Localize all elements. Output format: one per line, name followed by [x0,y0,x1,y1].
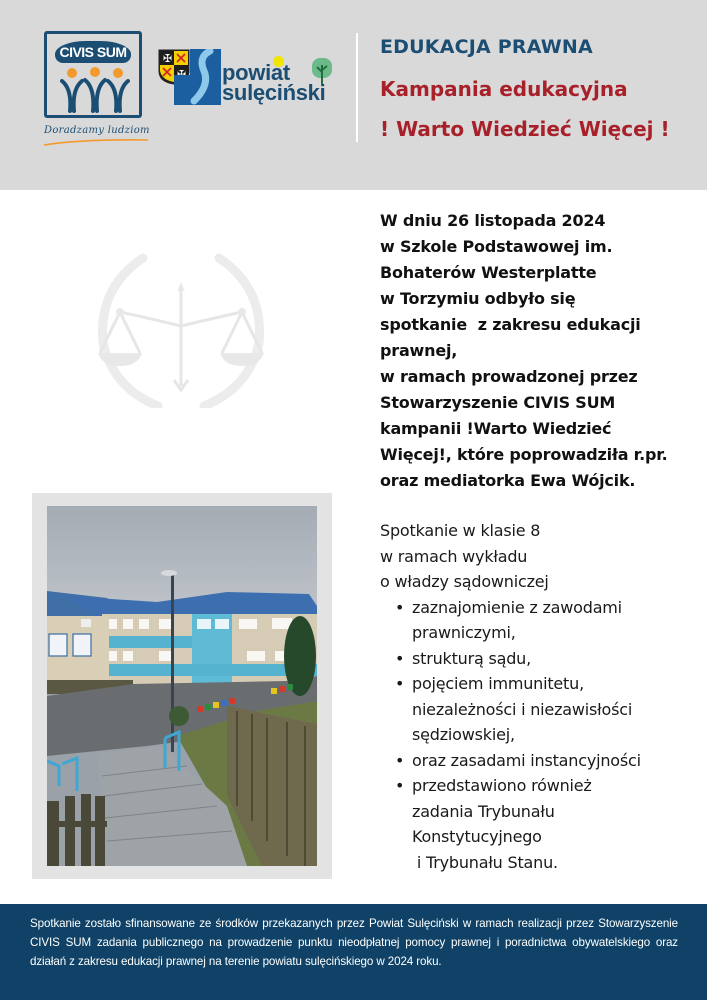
lecture-intro-line: w ramach wykładu [380,546,528,566]
intro-line: w ramach prowadzonej przez [380,367,638,386]
lecture-section [380,518,700,875]
topics-list [380,595,700,876]
list-item-text: pojęciem immunitetu, [412,674,584,693]
list-item-text: przedstawiono również [412,776,592,795]
intro-line: kampanii !Warto Wiedzieć [380,419,612,438]
footer-funding-notice [0,904,707,1000]
scales-of-justice-icon [88,248,274,408]
list-item [380,748,700,774]
intro-line: spotkanie z zakresu edukacji [380,315,641,334]
bullet-icon: • [395,776,405,795]
tagline-underline [44,138,148,146]
list-item-text: prawniczymi, [412,623,516,642]
intro-line: W dniu 26 listopada 2024 [380,211,606,230]
list-item-text: strukturą sądu, [412,648,532,668]
school-photo [47,506,317,866]
people-icon [60,67,130,113]
list-item-text: zaznajomienie z zawodami [412,597,622,617]
svg-text:✠: ✠ [163,52,173,65]
intro-paragraph [380,208,700,494]
bullet-icon: • [395,597,405,617]
list-item [380,671,700,748]
list-item-text: Konstytucyjnego [412,827,542,846]
powiat-logo-line2: sulęciński [222,80,326,105]
bullet-icon: • [395,648,405,668]
lecture-intro-line: o władzy sądowniczej [380,572,549,591]
list-item-text: i Trybunału Stanu. [412,852,558,872]
list-item-text: oraz zasadami instancyjności [412,750,641,770]
intro-line: prawnej, [380,341,458,360]
powiat-logo-line1: powiat [222,60,290,85]
bullet-icon: • [395,750,405,770]
powiat-river-logo [174,49,221,105]
list-item [380,595,700,646]
intro-line: Stowarzyszenie CIVIS SUM [380,393,616,412]
funding-text: Spotkanie zostało sfinansowane ze środków przekazanych przez Powiat Sulęciński w ramach realizacji przez Stowarzyszenie CIVIS SUM zadania publicznego na prowadzenie punktu nieodpłatnej pomocy prawnej i poradnictwa obywatelskiego oraz działań z zakresu edukacji prawnej na terenie powiatu sulęcińskiego w 2024 roku. [30,917,678,968]
list-item [380,646,700,672]
photo-frame [32,493,332,879]
list-item [380,773,700,875]
page-title: EDUKACJA PRAWNA [380,36,593,58]
header-divider [356,33,358,142]
school-building-image [47,506,317,866]
lecture-intro-line: Spotkanie w klasie 8 [380,521,541,540]
intro-line: Bohaterów Westerplatte [380,263,597,282]
bullet-icon: • [395,674,405,693]
civis-sum-logo-text: CIVIS SUM [55,41,131,63]
campaign-name: ! Warto Wiedzieć Więcej ! [380,117,670,141]
header [0,0,707,190]
powiat-logo-text [222,60,326,105]
page-subtitle: Kampania edukacyjna [380,77,628,101]
list-item-text: niezależności i niezawisłości [412,699,633,719]
intro-line: Więcej!, które poprowadziła r.pr. [380,445,668,464]
intro-line: w Torzymiu odbyło się [380,289,576,308]
civis-sum-logo [44,31,142,118]
svg-text:✠: ✠ [177,68,187,81]
list-item-text: zadania Trybunału [412,801,555,821]
intro-line: w Szkole Podstawowej im. [380,237,613,256]
list-item-text: sędziowskiej, [412,725,515,744]
intro-line: oraz mediatorka Ewa Wójcik. [380,471,636,490]
civis-tagline: Doradzamy ludziom [44,125,150,136]
